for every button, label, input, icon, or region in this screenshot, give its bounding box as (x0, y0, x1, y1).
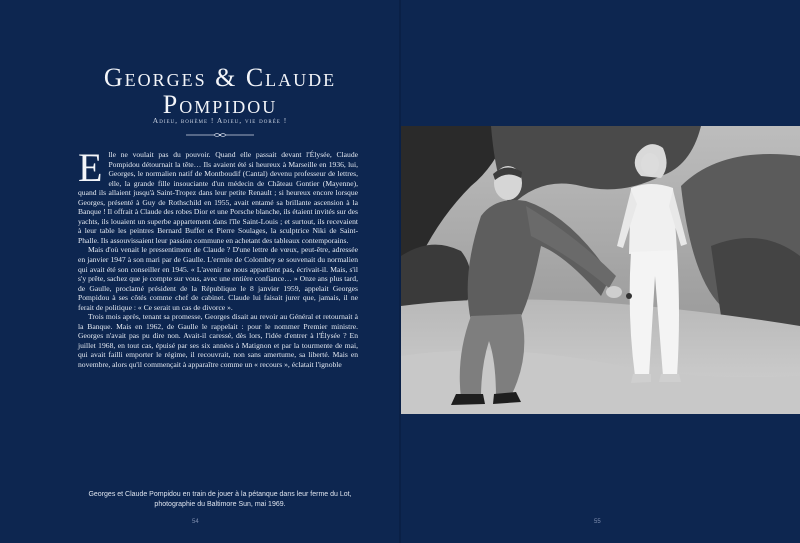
title-line-2: Pompidou (162, 90, 278, 119)
article-body (78, 145, 358, 370)
paragraph-1 (78, 145, 358, 245)
petanque-ball (626, 293, 632, 299)
page-number-right: 55 (594, 519, 601, 525)
caption-line-2: photographie du Baltimore Sun, mai 1969. (154, 500, 286, 508)
article-subtitle: Adieu, bohème ! Adieu, vie dorée ! (152, 116, 288, 125)
paragraph-1-text: lle ne voulait pas du pouvoir. Quand elle passait devant l'Élysée, Claude Pompidou détournait la tête… Ils avaient été si heureux à Marseille en 1936, lui, Georges, le normalien natif de Montboudif (Cantal) devenu professeur de lettres, elle, la grande fille insouciante d'un médecin de Château Gontier (Mayenne), quand ils allaient jusqu'à Saint-Tropez dans leur petite Renault ; si heureux encore lorsque Georges, présenté à Guy de Rothschild en 1955, avait entamé sa brillante ascension à la Banque ! Il offrait à Claude des robes Dior et une Porsche blanche, ils étaient invités sur des yachts, ils louaient un superbe appartement dans l'île Saint-Louis ; et surtout, ils recevaient à leur table les peintres Bernard Buffet et Pierre Soulages, la sculptrice Niki de Saint-Phalle. Ils assouvissaient leur passion commune en achetant des tableaux contemporains. (78, 150, 358, 245)
paragraph-3: Trois mois après, tenant sa promesse, Georges disait au revoir au Général et retournait à la Banque. Mais en 1962, de Gaulle le rappelait : pour le nommer Premier ministre. Georges n'avait pas pu dire non. Avait-il caressé, dès lors, l'idée d'entrer à l'Élysée ? En juillet 1968, en tout cas, épuisé par ses six années à Matignon et par la tourmente de mai, qui avait failli emporter le régime, il recouvrait, non sans amertume, sa liberté. Mais en novembre, alors qu'il commençait à apparaître comme un « recours », éclatait l'ignoble (78, 312, 358, 370)
caption-line-1: Georges et Claude Pompidou en train de jouer à la pétanque dans leur ferme du Lot, (88, 491, 352, 498)
page-number-left: 54 (192, 519, 199, 525)
photo-illustration (401, 126, 800, 414)
article-title (70, 64, 370, 118)
dropcap: E (78, 145, 103, 190)
ornament-divider (186, 131, 254, 139)
photo-caption (70, 490, 370, 509)
paragraph-2: Mais d'où venait le pressentiment de Claude ? D'une lettre de vœux, peut-être, adressée en janvier 1947 à son mari par de Gaulle. L'ermite de Colombey se souvenait du normalien qui avait été son conseiller en 1945. « L'avenir ne nous appartient pas, écrivait-il. Mais, s'il s'y prête, sachez que je compte sur vous, avec une entière confiance… » Onze ans plus tard, de Gaulle, proclamé président de la République le 8 janvier 1959, appelait Georges Pompidou à ses côtés comme chef de cabinet. Claude lui faisait jurer que, jamais, il ne ferait de politique : « Ce serait un cas de divorce ». (78, 245, 358, 312)
title-line-1: Georges & Claude (103, 63, 337, 92)
pompidou-petanque-photo (401, 126, 800, 414)
